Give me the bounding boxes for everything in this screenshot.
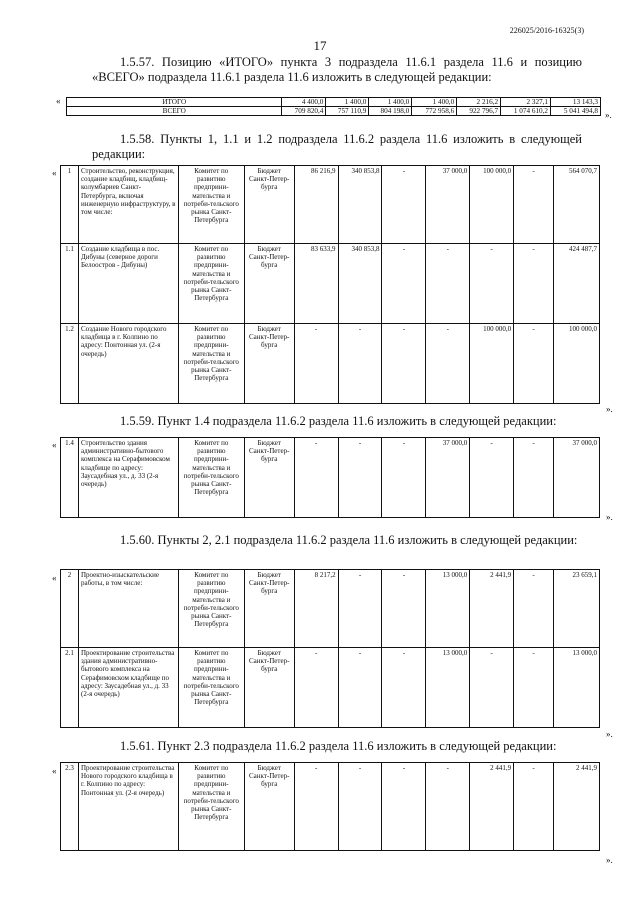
row-name: Проектно-изыскательские работы, в том числе: [78,570,178,648]
summary-table [66,97,601,116]
summary-value: 1 074 610,2 [501,107,551,116]
row-value: - [514,570,554,648]
row-value: 340 853,8 [338,244,382,324]
open-quote: « [56,96,61,106]
row-budget: Бюджет Санкт-Петер-бурга [244,244,294,324]
row-value: - [338,570,382,648]
row-name: Создание Нового городского кладбища в г. Колпино по адресу: Понтонная ул. (2-я очередь) [78,324,178,404]
row-number: 2 [61,570,79,648]
row-budget: Бюджет Санкт-Петер-бурга [244,438,294,518]
section-1-5-57: 1.5.57. Позицию «ИТОГО» пункта 3 подраздела 11.6.1 раздела 11.6 и позицию «ВСЕГО» подраздела 11.6.1 раздела 11.6 изложить в следующей редакции: [92,55,582,84]
row-number: 2.3 [61,763,79,851]
summary-value: 922 796,7 [457,107,501,116]
row-value: 564 070,7 [554,166,600,244]
section-1-5-59: 1.5.59. Пункт 1.4 подраздела 11.6.2 раздела 11.6 изложить в следующей редакции: [120,414,557,428]
summary-value: 2 327,1 [501,98,551,107]
row-budget: Бюджет Санкт-Петер-бурга [244,570,294,648]
row-value: - [514,166,554,244]
close-quote: ». [606,729,613,739]
row-value: - [294,763,338,851]
table-1-5-60 [60,569,600,728]
table-row [61,438,600,518]
row-value: 13 000,0 [426,570,470,648]
row-budget: Бюджет Санкт-Петер-бурга [244,166,294,244]
open-quote: « [52,440,57,450]
row-value: - [514,244,554,324]
summary-value: 1 400,0 [412,98,457,107]
row-number: 1.2 [61,324,79,404]
row-value: 13 000,0 [554,648,600,728]
document-id: 226025/2016-16325(3) [509,26,584,35]
close-quote: ». [606,855,613,865]
section-1-5-60: 1.5.60. Пункты 2, 2.1 подраздела 11.6.2 раздела 11.6 изложить в следующей редакции: [120,533,578,547]
row-number: 1 [61,166,79,244]
row-committee: Комитет по развитию предприни-мательства и потреби-тельского рынка Санкт-Петербурга [178,438,244,518]
row-value: 13 000,0 [426,648,470,728]
row-value: - [382,570,426,648]
row-value: 100 000,0 [554,324,600,404]
row-value: 424 487,7 [554,244,600,324]
row-value: 340 853,8 [338,166,382,244]
table-row [61,570,600,648]
row-value: - [514,763,554,851]
row-name: Строительство, реконструкция, создание кладбищ, кладбищ-колумбариев Санкт-Петербурга, включая инженерную инфраструктуру, в том числе: [78,166,178,244]
table-1-5-58 [60,165,600,404]
open-quote: « [52,573,57,583]
row-value: - [382,324,426,404]
summary-value: 13 143,3 [551,98,601,107]
row-value: 83 633,9 [294,244,338,324]
summary-value: 709 820,4 [282,107,326,116]
table-row [61,648,600,728]
row-value: 100 000,0 [470,166,514,244]
row-value: - [338,438,382,518]
row-name: Проектирование строительства Нового городского кладбища в г. Колпино по адресу: Понтонная ул. (2-я очередь) [78,763,178,851]
summary-label: ВСЕГО [67,107,282,116]
row-name: Создание кладбища в пос. Дибуны (северное дороги Белоостров - Дибуны) [78,244,178,324]
table-1-5-59 [60,437,600,518]
table-row [61,166,600,244]
row-value: - [514,648,554,728]
row-value: - [382,648,426,728]
row-value: - [338,763,382,851]
row-value: 37 000,0 [426,438,470,518]
summary-value: 772 958,6 [412,107,457,116]
summary-value: 5 041 494,8 [551,107,601,116]
row-value: 2 441,9 [470,763,514,851]
section-1-5-61: 1.5.61. Пункт 2.3 подраздела 11.6.2 раздела 11.6 изложить в следующей редакции: [120,739,557,753]
table-row [61,763,600,851]
summary-row [67,107,601,116]
row-value: 100 000,0 [470,324,514,404]
row-value: 86 216,9 [294,166,338,244]
summary-value: 2 216,2 [457,98,501,107]
row-value: - [470,244,514,324]
row-value: 2 441,9 [470,570,514,648]
row-committee: Комитет по развитию предприни-мательства и потреби-тельского рынка Санкт-Петербурга [178,166,244,244]
row-committee: Комитет по развитию предприни-мательства и потреби-тельского рынка Санкт-Петербурга [178,324,244,404]
row-value: - [426,244,470,324]
row-value: 37 000,0 [426,166,470,244]
row-value: - [294,438,338,518]
row-value: - [294,324,338,404]
table-row [61,324,600,404]
row-value: 8 217,2 [294,570,338,648]
page-number: 17 [313,38,327,53]
summary-value: 4 400,0 [282,98,326,107]
open-quote: « [52,168,57,178]
row-value: - [514,438,554,518]
row-value: - [382,438,426,518]
summary-value: 757 110,9 [326,107,369,116]
row-name: Проектирование строительства здания административно-бытового комплекса на Серафимовском кладбище по адресу: Заусадебная ул., д. 33 (2-я очередь) [78,648,178,728]
summary-value: 1 400,0 [369,98,412,107]
row-number: 2.1 [61,648,79,728]
summary-value: 1 400,0 [326,98,369,107]
row-value: - [338,648,382,728]
row-value: - [382,763,426,851]
table-1-5-61 [60,762,600,851]
close-quote: ». [605,110,612,120]
row-value: 37 000,0 [553,438,599,518]
row-value: 23 659,1 [554,570,600,648]
row-name: Строительство здания административно-бытового комплекса на Серафимовском кладбище по адресу: Заусадебная ул., д. 33 (2-я очередь) [78,438,178,518]
row-value: - [382,166,426,244]
row-value: - [514,324,554,404]
row-value: - [426,763,470,851]
row-value: - [470,648,514,728]
close-quote: ». [606,404,613,414]
row-number: 1.4 [61,438,79,518]
row-committee: Комитет по развитию предприни-мательства и потреби-тельского рынка Санкт-Петербурга [178,763,244,851]
open-quote: « [52,766,57,776]
row-budget: Бюджет Санкт-Петер-бурга [244,648,294,728]
row-value: 2 441,9 [553,763,599,851]
section-1-5-58: 1.5.58. Пункты 1, 1.1 и 1.2 подраздела 11.6.2 раздела 11.6 изложить в следующей редакции: [92,132,582,161]
row-value: - [338,324,382,404]
close-quote: ». [606,512,613,522]
summary-value: 804 198,0 [369,107,412,116]
row-value: - [382,244,426,324]
row-committee: Комитет по развитию предприни-мательства и потреби-тельского рынка Санкт-Петербурга [178,570,244,648]
row-value: - [294,648,338,728]
row-committee: Комитет по развитию предприни-мательства и потреби-тельского рынка Санкт-Петербурга [178,244,244,324]
table-row [61,244,600,324]
row-budget: Бюджет Санкт-Петер-бурга [244,763,294,851]
row-value: - [470,438,514,518]
row-budget: Бюджет Санкт-Петер-бурга [244,324,294,404]
row-committee: Комитет по развитию предприни-мательства и потреби-тельского рынка Санкт-Петербурга [178,648,244,728]
summary-label: ИТОГО [67,98,282,107]
row-number: 1.1 [61,244,79,324]
summary-row [67,98,601,107]
row-value: - [426,324,470,404]
